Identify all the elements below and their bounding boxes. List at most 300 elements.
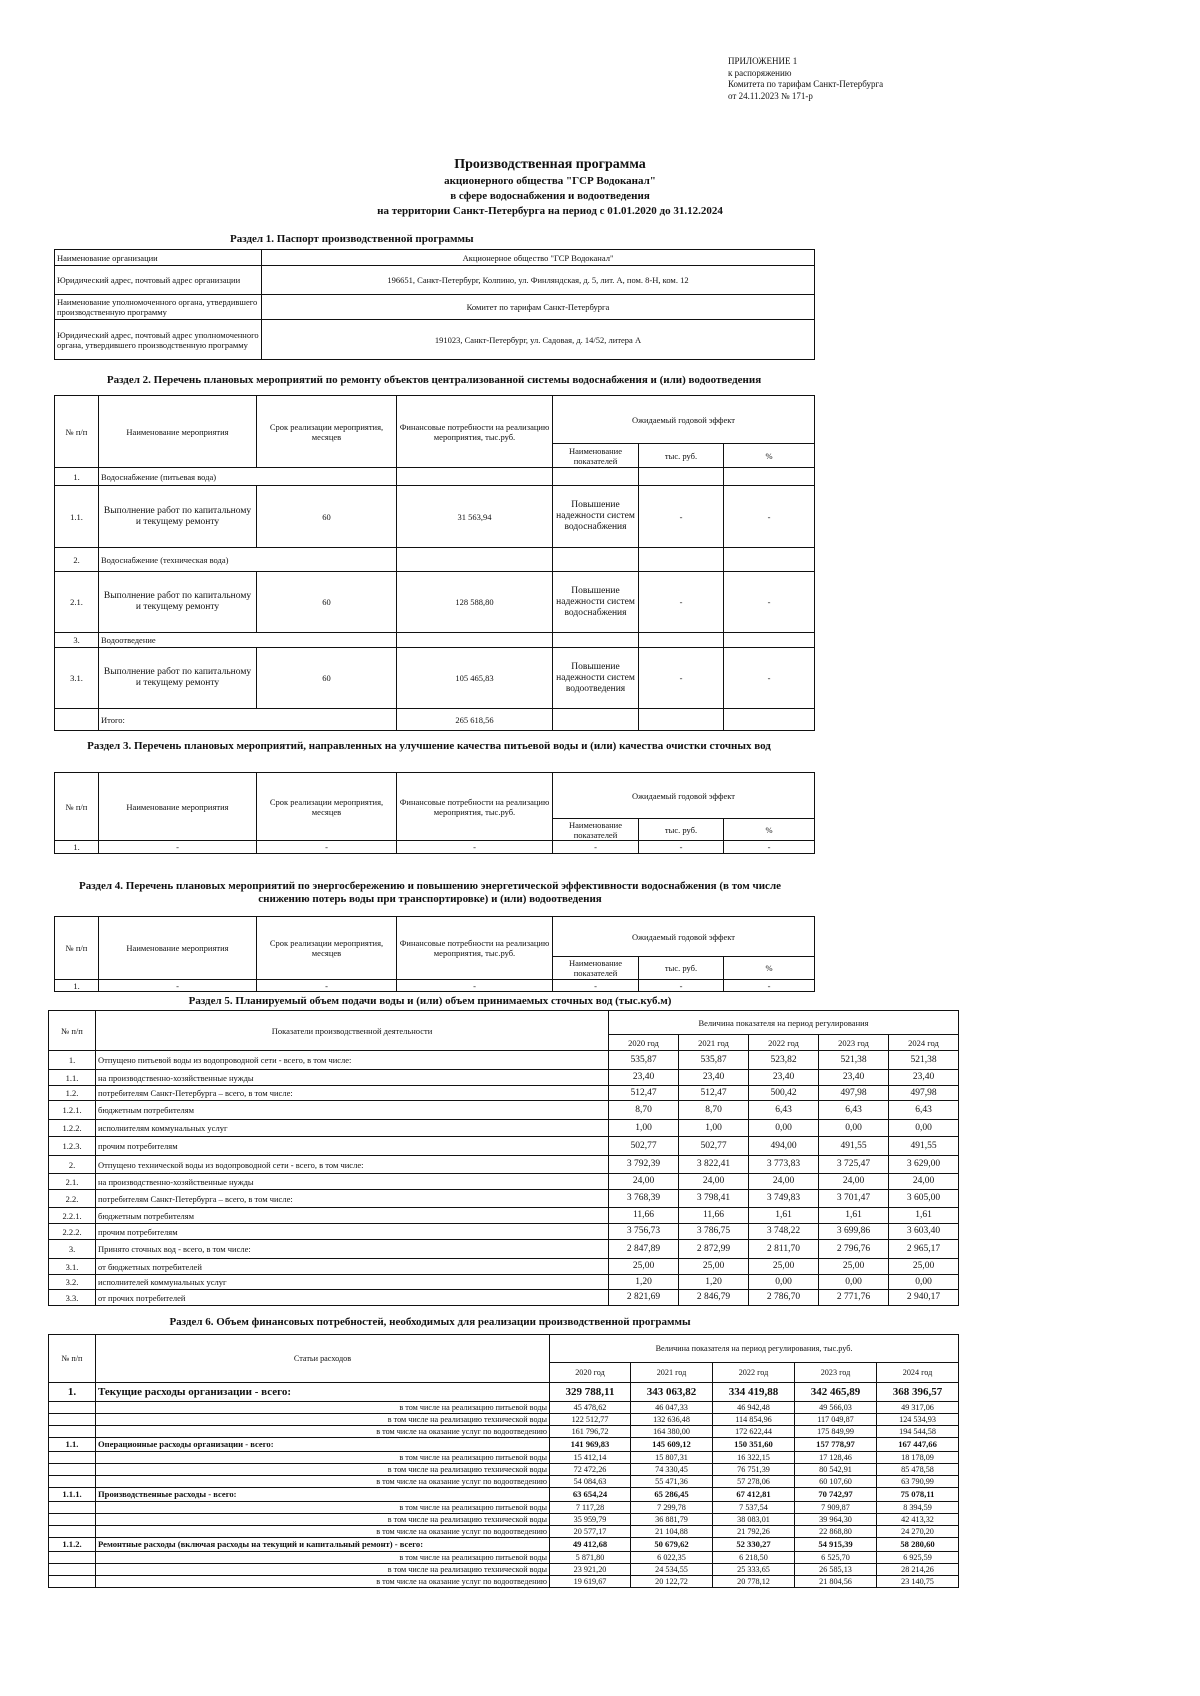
- passport-row: [55, 266, 815, 295]
- cell-indicator-name: потребителям Санкт-Петербурга – всего, в том числе:: [96, 1086, 609, 1101]
- cell-value: 3 792,39: [609, 1156, 679, 1174]
- cell-value: 80 542,91: [795, 1464, 877, 1476]
- cell-value: 65 286,45: [631, 1488, 713, 1502]
- cell-empty: [553, 468, 639, 486]
- cell-value: 523,82: [749, 1051, 819, 1070]
- total-label: Итого:: [99, 709, 397, 731]
- cell-indicator-name: прочим потребителям: [96, 1224, 609, 1240]
- cell-value: 35 959,79: [550, 1514, 631, 1526]
- cell-num: 1.1.2.: [49, 1538, 96, 1552]
- cell-value: 343 063,82: [631, 1383, 713, 1402]
- passport-value: Акционерное общество "ГСР Водоканал": [262, 250, 815, 266]
- cell-value: 7 299,78: [631, 1502, 713, 1514]
- cell-indicator-name: потребителям Санкт-Петербурга – всего, в том числе:: [96, 1190, 609, 1208]
- cell-value: 3 605,00: [889, 1190, 959, 1208]
- cell-value: 0,00: [749, 1275, 819, 1290]
- cell-num: 3.2.: [49, 1275, 96, 1290]
- cell-value: 24,00: [609, 1174, 679, 1190]
- cell-value: 2 796,76: [819, 1240, 889, 1259]
- cell-indicator: Повышение надежности систем водоснабжения: [553, 486, 639, 548]
- table-subrow: [49, 1402, 959, 1414]
- cell-value: 175 849,99: [795, 1426, 877, 1438]
- cell-value: 23 921,20: [550, 1564, 631, 1576]
- section4-table: [54, 916, 815, 992]
- cell-num: 1.: [55, 468, 99, 486]
- header-term: Срок реализации мероприятия, месяцев: [257, 396, 397, 468]
- cell-rub: -: [639, 841, 724, 854]
- cell-value: 67 412,81: [713, 1488, 795, 1502]
- header-year: 2022 год: [749, 1035, 819, 1051]
- cell-empty: [724, 709, 815, 731]
- header-pct: %: [724, 819, 815, 841]
- cell-value: 21 804,56: [795, 1576, 877, 1588]
- cell-num: 1.1.: [55, 486, 99, 548]
- cell-value: 25,00: [609, 1259, 679, 1275]
- cell-indicator-name: Отпущено питьевой воды из водопроводной сети - всего, в том числе:: [96, 1051, 609, 1070]
- cell-name: Выполнение работ по капитальному и текущему ремонту: [99, 648, 257, 709]
- header-term: Срок реализации мероприятия, месяцев: [257, 773, 397, 841]
- table-row: [49, 1156, 959, 1174]
- cell-value: 1,00: [679, 1120, 749, 1137]
- header-num: № п/п: [49, 1335, 96, 1383]
- cell-num: [49, 1552, 96, 1564]
- cell-term: 60: [257, 648, 397, 709]
- cell-value: 2 872,99: [679, 1240, 749, 1259]
- section1-heading: Раздел 1. Паспорт производственной программы: [230, 233, 474, 245]
- table-subrow: [49, 1502, 959, 1514]
- cell-finance: -: [397, 841, 553, 854]
- header-year: 2020 год: [550, 1363, 631, 1383]
- document-title: [200, 156, 900, 219]
- cell-value: 20 778,12: [713, 1576, 795, 1588]
- cell-name: Выполнение работ по капитальному и текущему ремонту: [99, 486, 257, 548]
- table-subrow: [49, 1452, 959, 1464]
- title-line-4: на территории Санкт-Петербурга на период с 01.01.2020 до 31.12.2024: [377, 205, 723, 217]
- cell-value: 60 107,60: [795, 1476, 877, 1488]
- cell-num: 1.1.1.: [49, 1488, 96, 1502]
- cell-indicator-name: исполнителям коммунальных услуг: [96, 1120, 609, 1137]
- cell-value: 2 847,89: [609, 1240, 679, 1259]
- cell-value: 42 413,32: [877, 1514, 959, 1526]
- cell-value: 1,61: [889, 1208, 959, 1224]
- cell-value: 11,66: [679, 1208, 749, 1224]
- passport-value: Комитет по тарифам Санкт-Петербурга: [262, 295, 815, 320]
- section3-table: [54, 772, 815, 854]
- header-year: 2022 год: [713, 1363, 795, 1383]
- header-finance: Финансовые потребности на реализацию мероприятия, тыс.руб.: [397, 773, 553, 841]
- cell-value: 1,61: [749, 1208, 819, 1224]
- cell-value: 24,00: [749, 1174, 819, 1190]
- cell-value: 55 471,36: [631, 1476, 713, 1488]
- cell-value: 6 525,70: [795, 1552, 877, 1564]
- header-pct: %: [724, 444, 815, 468]
- header-effect: Ожидаемый годовой эффект: [553, 396, 815, 444]
- table-row: [49, 1259, 959, 1275]
- cell-num: 1.1.: [49, 1070, 96, 1086]
- table-row: [55, 468, 815, 486]
- table-header-row: [49, 1335, 959, 1363]
- cell-value: 11,66: [609, 1208, 679, 1224]
- cell-expense-name: в том числе на реализацию технической воды: [96, 1414, 550, 1426]
- cell-value: 2 940,17: [889, 1290, 959, 1306]
- header-indicator: Наименование показателей: [553, 819, 639, 841]
- cell-value: 54 084,63: [550, 1476, 631, 1488]
- cell-value: 3 768,39: [609, 1190, 679, 1208]
- cell-value: 502,77: [609, 1137, 679, 1156]
- cell-empty: [397, 633, 553, 648]
- section2-heading: Раздел 2. Перечень плановых мероприятий по ремонту объектов централизованной системы водоснабжения и (или) водоотведения: [106, 374, 762, 386]
- cell-pct: -: [724, 841, 815, 854]
- cell-value: 114 854,96: [713, 1414, 795, 1426]
- cell-value: 122 512,77: [550, 1414, 631, 1426]
- cell-value: 25,00: [749, 1259, 819, 1275]
- cell-value: 3 748,22: [749, 1224, 819, 1240]
- cell-pct: -: [724, 486, 815, 548]
- cell-indicator-name: бюджетным потребителям: [96, 1208, 609, 1224]
- cell-num: [49, 1426, 96, 1438]
- cell-value: 57 278,06: [713, 1476, 795, 1488]
- cell-value: 521,38: [889, 1051, 959, 1070]
- cell-value: 3 822,41: [679, 1156, 749, 1174]
- appendix-line-4: от 24.11.2023 № 171-р: [728, 90, 813, 101]
- table-subrow: [49, 1476, 959, 1488]
- cell-value: 500,42: [749, 1086, 819, 1101]
- cell-empty: [639, 468, 724, 486]
- cell-num: 1.: [55, 841, 99, 854]
- cell-value: 194 544,58: [877, 1426, 959, 1438]
- table-subrow: [49, 1464, 959, 1476]
- cell-empty: [397, 468, 553, 486]
- table-row: [55, 648, 815, 709]
- table-row: [49, 1438, 959, 1452]
- header-year: 2021 год: [631, 1363, 713, 1383]
- cell-empty: [553, 548, 639, 572]
- cell-num: 2.1.: [49, 1174, 96, 1190]
- cell-value: 54 915,39: [795, 1538, 877, 1552]
- cell-value: 1,20: [679, 1275, 749, 1290]
- table-row: [49, 1137, 959, 1156]
- cell-value: 23,40: [819, 1070, 889, 1086]
- cell-value: 46 942,48: [713, 1402, 795, 1414]
- section4-heading: Раздел 4. Перечень плановых мероприятий по энергосбережению и повышению энергетической эффективности водоснабжения (в том числе снижению потерь воды при транспортировке) и (или) водоотведения: [78, 880, 781, 905]
- cell-finance: 105 465,83: [397, 648, 553, 709]
- cell-value: 329 788,11: [550, 1383, 631, 1402]
- cell-value: 1,00: [609, 1120, 679, 1137]
- cell-value: 8,70: [679, 1101, 749, 1120]
- cell-value: 0,00: [889, 1120, 959, 1137]
- cell-empty: [55, 709, 99, 731]
- table-row: [49, 1275, 959, 1290]
- appendix-note: [728, 56, 883, 102]
- cell-value: 342 465,89: [795, 1383, 877, 1402]
- cell-num: 1.: [55, 980, 99, 992]
- cell-value: 19 619,67: [550, 1576, 631, 1588]
- cell-term: -: [257, 841, 397, 854]
- cell-num: 3.: [49, 1240, 96, 1259]
- cell-num: 1.2.3.: [49, 1137, 96, 1156]
- cell-value: 7 117,28: [550, 1502, 631, 1514]
- cell-indicator-name: от прочих потребителей: [96, 1290, 609, 1306]
- cell-expense-name: в том числе на реализацию технической воды: [96, 1564, 550, 1576]
- table-row: [49, 1290, 959, 1306]
- cell-value: 2 965,17: [889, 1240, 959, 1259]
- cell-value: 117 049,87: [795, 1414, 877, 1426]
- cell-value: 164 380,00: [631, 1426, 713, 1438]
- table-header-row: [55, 917, 815, 957]
- cell-value: 0,00: [889, 1275, 959, 1290]
- header-indicator: Наименование показателей: [553, 444, 639, 468]
- cell-expense-name: Производственные расходы - всего:: [96, 1488, 550, 1502]
- cell-value: 161 796,72: [550, 1426, 631, 1438]
- cell-group-name: Водоснабжение (техническая вода): [99, 548, 397, 572]
- cell-value: 2 821,69: [609, 1290, 679, 1306]
- cell-value: 6 925,59: [877, 1552, 959, 1564]
- cell-expense-name: в том числе на оказание услуг по водоотведению: [96, 1476, 550, 1488]
- cell-value: 45 478,62: [550, 1402, 631, 1414]
- table-row: [49, 1190, 959, 1208]
- cell-value: 22 868,80: [795, 1526, 877, 1538]
- table-row: [55, 841, 815, 854]
- table-row: [49, 1051, 959, 1070]
- cell-value: 49 566,03: [795, 1402, 877, 1414]
- cell-empty: [397, 548, 553, 572]
- table-row: [55, 633, 815, 648]
- cell-group-name: Водоснабжение (питьевая вода): [99, 468, 397, 486]
- cell-num: [49, 1452, 96, 1464]
- cell-num: 3.1.: [55, 648, 99, 709]
- cell-value: 3 629,00: [889, 1156, 959, 1174]
- cell-num: [49, 1476, 96, 1488]
- cell-value: 28 214,26: [877, 1564, 959, 1576]
- passport-row: [55, 250, 815, 266]
- cell-num: 2.2.1.: [49, 1208, 96, 1224]
- cell-num: 1.1.: [49, 1438, 96, 1452]
- cell-value: 75 078,11: [877, 1488, 959, 1502]
- cell-num: [49, 1414, 96, 1426]
- table-row: [55, 486, 815, 548]
- cell-num: [49, 1514, 96, 1526]
- cell-value: 20 122,72: [631, 1576, 713, 1588]
- cell-value: 0,00: [819, 1275, 889, 1290]
- cell-num: 2.: [55, 548, 99, 572]
- table-row: [49, 1070, 959, 1086]
- cell-value: 6,43: [889, 1101, 959, 1120]
- cell-indicator: -: [553, 841, 639, 854]
- table-row: [49, 1240, 959, 1259]
- table-subrow: [49, 1526, 959, 1538]
- cell-num: [49, 1502, 96, 1514]
- total-value: 265 618,56: [397, 709, 553, 731]
- cell-value: 16 322,15: [713, 1452, 795, 1464]
- cell-value: 23,40: [679, 1070, 749, 1086]
- cell-expense-name: в том числе на реализацию питьевой воды: [96, 1452, 550, 1464]
- cell-value: 21 792,26: [713, 1526, 795, 1538]
- cell-value: 6,43: [749, 1101, 819, 1120]
- cell-rub: -: [639, 648, 724, 709]
- cell-expense-name: Ремонтные расходы (включая расходы на текущий и капитальный ремонт) - всего:: [96, 1538, 550, 1552]
- section5-table: [48, 1010, 959, 1306]
- table-row: [49, 1086, 959, 1101]
- cell-empty: [553, 709, 639, 731]
- cell-value: 23,40: [609, 1070, 679, 1086]
- cell-expense-name: в том числе на реализацию технической воды: [96, 1514, 550, 1526]
- cell-rub: -: [639, 486, 724, 548]
- cell-indicator-name: бюджетным потребителям: [96, 1101, 609, 1120]
- cell-value: 6 022,35: [631, 1552, 713, 1564]
- header-indicator-name: Показатели производственной деятельности: [96, 1011, 609, 1051]
- cell-value: 3 749,83: [749, 1190, 819, 1208]
- cell-indicator: -: [553, 980, 639, 992]
- cell-term: 60: [257, 486, 397, 548]
- title-line-2: акционерного общества "ГСР Водоканал": [444, 175, 656, 187]
- passport-row: [55, 320, 815, 360]
- cell-value: 2 771,76: [819, 1290, 889, 1306]
- cell-value: 0,00: [819, 1120, 889, 1137]
- cell-value: 5 871,80: [550, 1552, 631, 1564]
- cell-finance: 31 563,94: [397, 486, 553, 548]
- cell-pct: -: [724, 648, 815, 709]
- header-finance: Финансовые потребности на реализацию мероприятия, тыс.руб.: [397, 396, 553, 468]
- header-period: Величина показателя на период регулирования, тыс.руб.: [550, 1335, 959, 1363]
- cell-value: 15 807,31: [631, 1452, 713, 1464]
- cell-value: 17 128,46: [795, 1452, 877, 1464]
- cell-value: 23,40: [749, 1070, 819, 1086]
- cell-num: 2.: [49, 1156, 96, 1174]
- cell-expense-name: в том числе на реализацию питьевой воды: [96, 1502, 550, 1514]
- cell-value: 1,20: [609, 1275, 679, 1290]
- cell-value: 512,47: [679, 1086, 749, 1101]
- cell-value: 25 333,65: [713, 1564, 795, 1576]
- header-measure: Наименование мероприятия: [99, 773, 257, 841]
- cell-value: 38 083,01: [713, 1514, 795, 1526]
- cell-value: 172 622,44: [713, 1426, 795, 1438]
- cell-group-name: Водоотведение: [99, 633, 397, 648]
- cell-value: 85 478,58: [877, 1464, 959, 1476]
- passport-label: Юридический адрес, почтовый адрес уполномоченного органа, утвердившего производственную программу: [55, 320, 262, 360]
- header-indicator: Наименование показателей: [553, 957, 639, 980]
- section3-heading: Раздел 3. Перечень плановых мероприятий, направленных на улучшение качества питьевой воды и (или) качества очистки сточных вод: [87, 740, 771, 752]
- table-row: [49, 1120, 959, 1137]
- header-year: 2023 год: [795, 1363, 877, 1383]
- table-total-row: [55, 709, 815, 731]
- cell-value: 58 280,60: [877, 1538, 959, 1552]
- cell-value: 49 412,68: [550, 1538, 631, 1552]
- cell-value: 23 140,75: [877, 1576, 959, 1588]
- section1-table: [54, 249, 815, 360]
- cell-value: 497,98: [819, 1086, 889, 1101]
- header-num: № п/п: [55, 773, 99, 841]
- cell-expense-name: в том числе на реализацию технической воды: [96, 1464, 550, 1476]
- header-pct: %: [724, 957, 815, 980]
- cell-expense-name: Текущие расходы организации - всего:: [96, 1383, 550, 1402]
- cell-value: 521,38: [819, 1051, 889, 1070]
- header-effect: Ожидаемый годовой эффект: [553, 917, 815, 957]
- cell-value: 2 811,70: [749, 1240, 819, 1259]
- cell-indicator-name: исполнителей коммунальных услуг: [96, 1275, 609, 1290]
- cell-value: 3 603,40: [889, 1224, 959, 1240]
- cell-value: 24 270,20: [877, 1526, 959, 1538]
- cell-value: 24 534,55: [631, 1564, 713, 1576]
- cell-value: 8 394,59: [877, 1502, 959, 1514]
- cell-value: 24,00: [679, 1174, 749, 1190]
- cell-num: 2.1.: [55, 572, 99, 633]
- header-year: 2021 год: [679, 1035, 749, 1051]
- appendix-line-1: ПРИЛОЖЕНИЕ 1: [728, 56, 798, 66]
- table-subrow: [49, 1514, 959, 1526]
- table-row: [49, 1383, 959, 1402]
- table-row: [49, 1174, 959, 1190]
- title-line-1: Производственная программа: [454, 157, 646, 172]
- cell-empty: [639, 548, 724, 572]
- cell-value: 502,77: [679, 1137, 749, 1156]
- table-row: [49, 1101, 959, 1120]
- header-num: № п/п: [55, 917, 99, 980]
- cell-empty: [724, 548, 815, 572]
- table-subrow: [49, 1576, 959, 1588]
- cell-num: 3.: [55, 633, 99, 648]
- cell-rub: -: [639, 572, 724, 633]
- cell-value: 63 654,24: [550, 1488, 631, 1502]
- cell-name: -: [99, 841, 257, 854]
- table-subrow: [49, 1414, 959, 1426]
- cell-value: 8,70: [609, 1101, 679, 1120]
- cell-expense-name: в том числе на оказание услуг по водоотведению: [96, 1426, 550, 1438]
- header-num: № п/п: [49, 1011, 96, 1051]
- cell-indicator-name: на производственно-хозяйственные нужды: [96, 1070, 609, 1086]
- table-row: [55, 980, 815, 992]
- cell-value: 39 964,30: [795, 1514, 877, 1526]
- cell-empty: [639, 709, 724, 731]
- passport-value: 196651, Санкт-Петербург, Колпино, ул. Финляндская, д. 5, лит. А, пом. 8-Н, ком. 12: [262, 266, 815, 295]
- cell-num: [49, 1576, 96, 1588]
- cell-value: 26 585,13: [795, 1564, 877, 1576]
- cell-expense-name: в том числе на реализацию питьевой воды: [96, 1402, 550, 1414]
- header-effect: Ожидаемый годовой эффект: [553, 773, 815, 819]
- cell-value: 141 969,83: [550, 1438, 631, 1452]
- cell-num: 2.2.: [49, 1190, 96, 1208]
- header-year: 2020 год: [609, 1035, 679, 1051]
- cell-value: 7 537,54: [713, 1502, 795, 1514]
- cell-value: 150 351,60: [713, 1438, 795, 1452]
- cell-indicator-name: прочим потребителям: [96, 1137, 609, 1156]
- section6-table: [48, 1334, 959, 1588]
- cell-value: 50 679,62: [631, 1538, 713, 1552]
- cell-value: 36 881,79: [631, 1514, 713, 1526]
- appendix-line-2: к распоряжению: [728, 67, 792, 78]
- table-subrow: [49, 1426, 959, 1438]
- cell-empty: [639, 633, 724, 648]
- cell-value: 70 742,97: [795, 1488, 877, 1502]
- cell-rub: -: [639, 980, 724, 992]
- cell-value: 3 798,41: [679, 1190, 749, 1208]
- cell-value: 512,47: [609, 1086, 679, 1101]
- cell-term: 60: [257, 572, 397, 633]
- table-row: [55, 572, 815, 633]
- table-row: [49, 1488, 959, 1502]
- cell-num: [49, 1564, 96, 1576]
- cell-num: 3.1.: [49, 1259, 96, 1275]
- cell-num: 1.2.: [49, 1086, 96, 1101]
- header-term: Срок реализации мероприятия, месяцев: [257, 917, 397, 980]
- cell-expense-name: в том числе на оказание услуг по водоотведению: [96, 1576, 550, 1588]
- cell-value: 2 786,70: [749, 1290, 819, 1306]
- cell-value: 25,00: [679, 1259, 749, 1275]
- cell-value: 25,00: [819, 1259, 889, 1275]
- header-finance: Финансовые потребности на реализацию мероприятия, тыс.руб.: [397, 917, 553, 980]
- cell-value: 491,55: [819, 1137, 889, 1156]
- passport-value: 191023, Санкт-Петербург, ул. Садовая, д. 14/52, литера А: [262, 320, 815, 360]
- header-year: 2024 год: [877, 1363, 959, 1383]
